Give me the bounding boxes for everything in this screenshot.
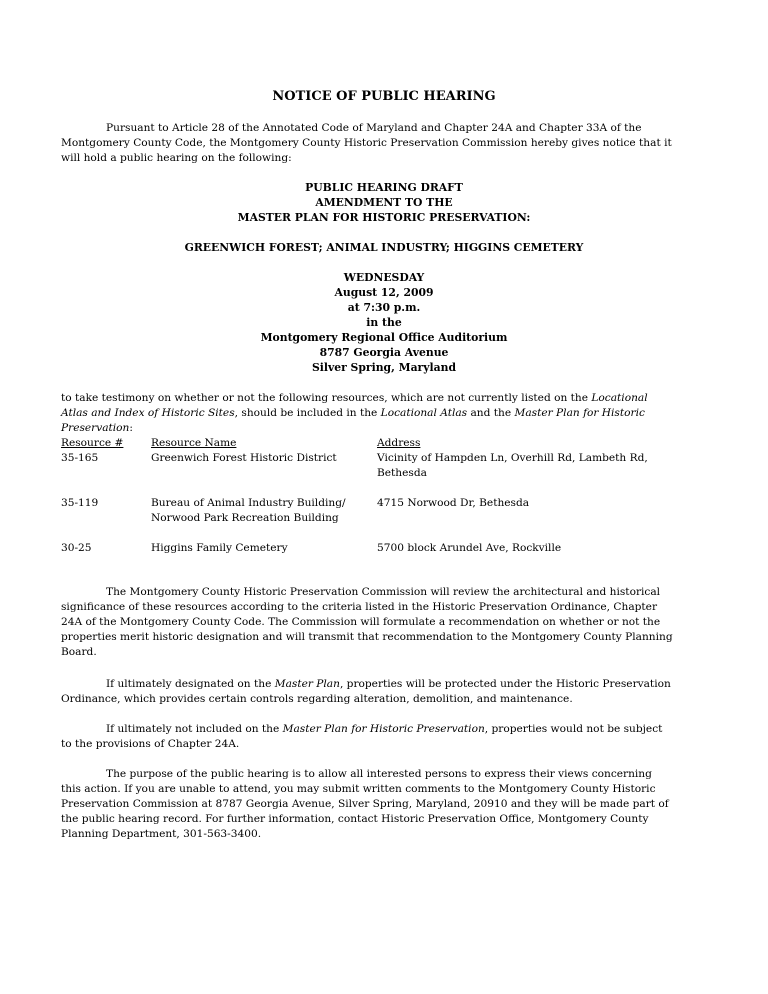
master-plan-short-title: Master Plan (274, 678, 340, 690)
page-title: NOTICE OF PUBLIC HEARING (272, 89, 496, 104)
event-time: at 7:30 p.m. (347, 301, 421, 314)
resource-address: 5700 block Arundel Ave, Rockville (377, 542, 562, 554)
draft-line-3: MASTER PLAN FOR HISTORIC PRESERVATION: (237, 211, 531, 224)
resource-number: 35-119 (61, 497, 99, 509)
testimony-text-3: and the (467, 407, 515, 419)
designated-text-1: If ultimately designated on the (106, 678, 275, 690)
review-paragraph: The Montgomery County Historic Preservation Commission will review the architectural and historical significance of these resources according to the criteria listed in the Historic Preservation Ordinance, Chapter 24A of the Montgomery County Code. The Commission will formulate a recommendation on whether or not the properties merit historic designation and will transmit that recommendation to the Montgomery County Planning Board. (61, 586, 673, 658)
event-city: Silver Spring, Maryland (311, 361, 457, 374)
not-included-text-1: If ultimately not included on the (106, 723, 283, 735)
event-venue: Montgomery Regional Office Auditorium (260, 331, 508, 344)
draft-line-2: AMENDMENT TO THE (315, 196, 453, 209)
intro-paragraph: Pursuant to Article 28 of the Annotated Code of Maryland and Chapter 24A and Chapter 33A of the Montgomery County Code, the Montgomery County Historic Preservation Commission hereby gives notice that it will hold a public hearing on the following: (61, 122, 672, 164)
testimony-text-2: , should be included in the (234, 407, 381, 419)
resource-name: Greenwich Forest Historic District (151, 452, 337, 464)
event-date: August 12, 2009 (334, 286, 434, 299)
subjects-heading (0, 240, 768, 255)
resource-name: Bureau of Animal Industry Building/ Norwood Park Recreation Building (151, 497, 346, 524)
not-included-text-2: , properties would not be subject to the provisions of Chapter 24A. (61, 723, 663, 750)
designated-text-2: , properties will be protected under the Historic Preservation Ordinance, which provides certain controls regarding alteration, demolition, and maintenance. (61, 678, 671, 705)
event-details (0, 270, 768, 375)
designated-paragraph (61, 677, 673, 707)
resource-name: Higgins Family Cemetery (151, 542, 288, 554)
not-included-paragraph (61, 722, 673, 752)
resource-address: Vicinity of Hampden Ln, Overhill Rd, Lambeth Rd, Bethesda (377, 452, 648, 479)
master-plan-full-title: Master Plan for Historic Preservation (282, 723, 485, 735)
header-resource-number: Resource # (61, 437, 124, 449)
atlas-full-title: Locational Atlas and Index of Historic Sites (61, 392, 648, 419)
draft-line-1: PUBLIC HEARING DRAFT (305, 181, 463, 194)
purpose-paragraph: The purpose of the public hearing is to allow all interested persons to express their views concerning this action. If you are unable to attend, you may submit written comments to the Montgomery County Historic Preservation Commission at 8787 Georgia Avenue, Silver Spring, Maryland, 20910 and they will be made part of the public hearing record. For further information, contact Historic Preservation Office, Montgomery County Planning Department, 301-563-3400. (61, 768, 669, 840)
atlas-short-title: Locational Atlas (380, 407, 468, 419)
testimony-paragraph (61, 391, 673, 436)
testimony-text-1: to take testimony on whether or not the following resources, which are not currently listed on the (61, 392, 592, 404)
draft-heading (0, 180, 768, 225)
event-street: 8787 Georgia Avenue (319, 346, 449, 359)
resource-address: 4715 Norwood Dr, Bethesda (377, 497, 530, 509)
testimony-text-4: : (129, 422, 133, 434)
resource-number: 30-25 (61, 542, 92, 554)
resource-number: 35-165 (61, 452, 99, 464)
header-address: Address (377, 437, 421, 449)
event-in-the: in the (366, 316, 402, 329)
subjects-line: GREENWICH FOREST; ANIMAL INDUSTRY; HIGGINS CEMETERY (184, 241, 584, 254)
event-day: WEDNESDAY (343, 271, 425, 284)
header-resource-name: Resource Name (151, 437, 237, 449)
master-plan-title: Master Plan for Historic Preservation (61, 407, 645, 434)
